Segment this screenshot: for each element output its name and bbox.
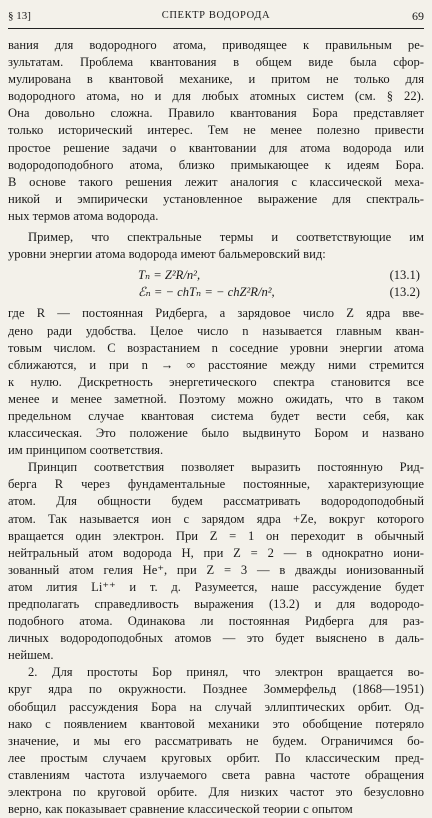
text-line: только исторический интерес. Тем не менее полезно привести xyxy=(8,123,424,138)
text-line: нейтральный атом водорода H, при Z = 2 — в однократно иони- xyxy=(8,545,424,560)
paragraph-correspondence xyxy=(8,459,424,664)
text-line: ставлениям частота излучаемого света равна частоте обращения xyxy=(8,767,424,782)
text-line: классическая. Это положение было выдвинуто Бором и названо xyxy=(8,426,424,441)
paragraph-example xyxy=(8,229,424,263)
text-line: никой и эмпирически установленное выражение для спектраль- xyxy=(8,191,424,206)
text-line: нако с появлением квантовой механики это обобщение потеряло xyxy=(8,716,424,731)
equation-row xyxy=(8,284,424,301)
text-line: атом лития Li⁺⁺ и т. д. Разумеется, наше рассуждение будет xyxy=(8,579,424,594)
text-line: 2. Для простоты Бор принял, что электрон вращается во- xyxy=(28,665,424,680)
text-line: атом. Для общности будем рассматривать водородоподобный xyxy=(8,494,424,509)
text-line: В основе такого решения лежит аналогия с классической меха- xyxy=(8,174,424,189)
text-line: электрона по круговой орбите. Для низких частот это безусловно xyxy=(8,785,424,800)
paragraph-circular-orbits xyxy=(8,664,424,818)
text-line: значение, и мы его рассматривать не будем. Ограничимся бо- xyxy=(8,733,424,748)
equation-number: (13.2) xyxy=(389,285,420,300)
text-line: ных термов атома водорода. xyxy=(8,208,159,223)
text-line: предполагать справедливость выражения (13.2) и для водородо- xyxy=(8,597,424,611)
text-line: круг ядра по окружности. Позднее Зоммерфельд (1868—1951) xyxy=(8,682,424,697)
page-body xyxy=(8,37,424,818)
text-line: вращается один электрон. При Z = 1 он переходит в обычный xyxy=(8,528,424,543)
text-line: зованный атом гелия He⁺, при Z = 3 — в дважды ионизованный xyxy=(8,562,424,577)
text-line: Она довольно сложна. Правило квантования Бора представляет xyxy=(8,106,424,121)
text-line: берга R через фундаментальные постоянные, характеризующие xyxy=(8,477,424,492)
section-reference: § 13] xyxy=(8,10,31,22)
text-line: нейшем. xyxy=(8,648,54,663)
text-line: лее простым случаем круговых орбит. По классическим пред- xyxy=(8,750,424,765)
text-line: верно, как показывает сравнение классической теории с опытом xyxy=(8,802,353,817)
paragraph-quantization xyxy=(8,37,424,225)
text-line: водородоподобного атома, близко примыкающее к идеям Бора. xyxy=(8,157,424,172)
text-line: зультатам. Проблема квантования в общем виде была сфор- xyxy=(8,55,424,70)
page-number: 69 xyxy=(412,9,424,23)
text-line: мулирована в квантовой механике, и притом не только для xyxy=(8,72,424,87)
equation-number: (13.1) xyxy=(389,268,420,283)
text-line: атом. Так называется ион с зарядом ядра +Ze, вокруг которого xyxy=(8,511,424,526)
text-line: где R — постоянная Ридберга, а зарядовое число Z ядра вве- xyxy=(8,306,424,321)
text-line: товым числом. С возрастанием n соседние уровни энергии атома xyxy=(8,340,424,355)
text-line: к нулю. Дискретность энергетического спектра становится все xyxy=(8,374,424,389)
text-line: дено ради удобства. Целое число n называется главным кван- xyxy=(8,323,424,338)
text-line: им принципом соответствия. xyxy=(8,443,164,458)
text-line: Принцип соответствия позволяет выразить постоянную Рид- xyxy=(28,460,424,475)
text-line: Пример, что спектральные термы и соответствующие им xyxy=(28,230,424,245)
text-line: простое решение задачи о квантовании для атома водорода или xyxy=(8,140,424,155)
text-line: уровни энергии атома водорода имеют бальмеровский вид: xyxy=(8,247,326,262)
paragraph-rydberg xyxy=(8,305,424,459)
equation-expression: Tₙ = Z²R/n², xyxy=(138,268,201,283)
equations xyxy=(8,267,424,301)
text-line: менее и менее заметной. Поэтому можно ожидать, что в таком xyxy=(8,391,424,406)
text-line: вания для водородного атома, приводящее к правильным ре- xyxy=(8,38,424,52)
running-header xyxy=(8,6,424,29)
text-line: обобщил рассуждения Бора на случай эллиптических орбит. Од- xyxy=(8,699,424,714)
equation-row xyxy=(8,267,424,284)
text-line: подобного атома. Одинакова ли постоянная Ридберга для раз- xyxy=(8,614,424,629)
text-line: сближаются, и при n → ∞ расстояние между ними стремится xyxy=(8,357,424,372)
equation-expression: ℰₙ = − chTₙ = − chZ²R/n², xyxy=(138,285,275,300)
text-line: личных водородоподобных атомов — это будет выяснено в даль- xyxy=(8,631,424,646)
text-line: водородного атома, но и для любых атомных систем (см. § 22). xyxy=(8,89,424,104)
text-line: предельном случае квантовая система будет вести себя, как xyxy=(8,408,424,423)
chapter-title: СПЕКТР ВОДОРОДА xyxy=(161,10,271,21)
